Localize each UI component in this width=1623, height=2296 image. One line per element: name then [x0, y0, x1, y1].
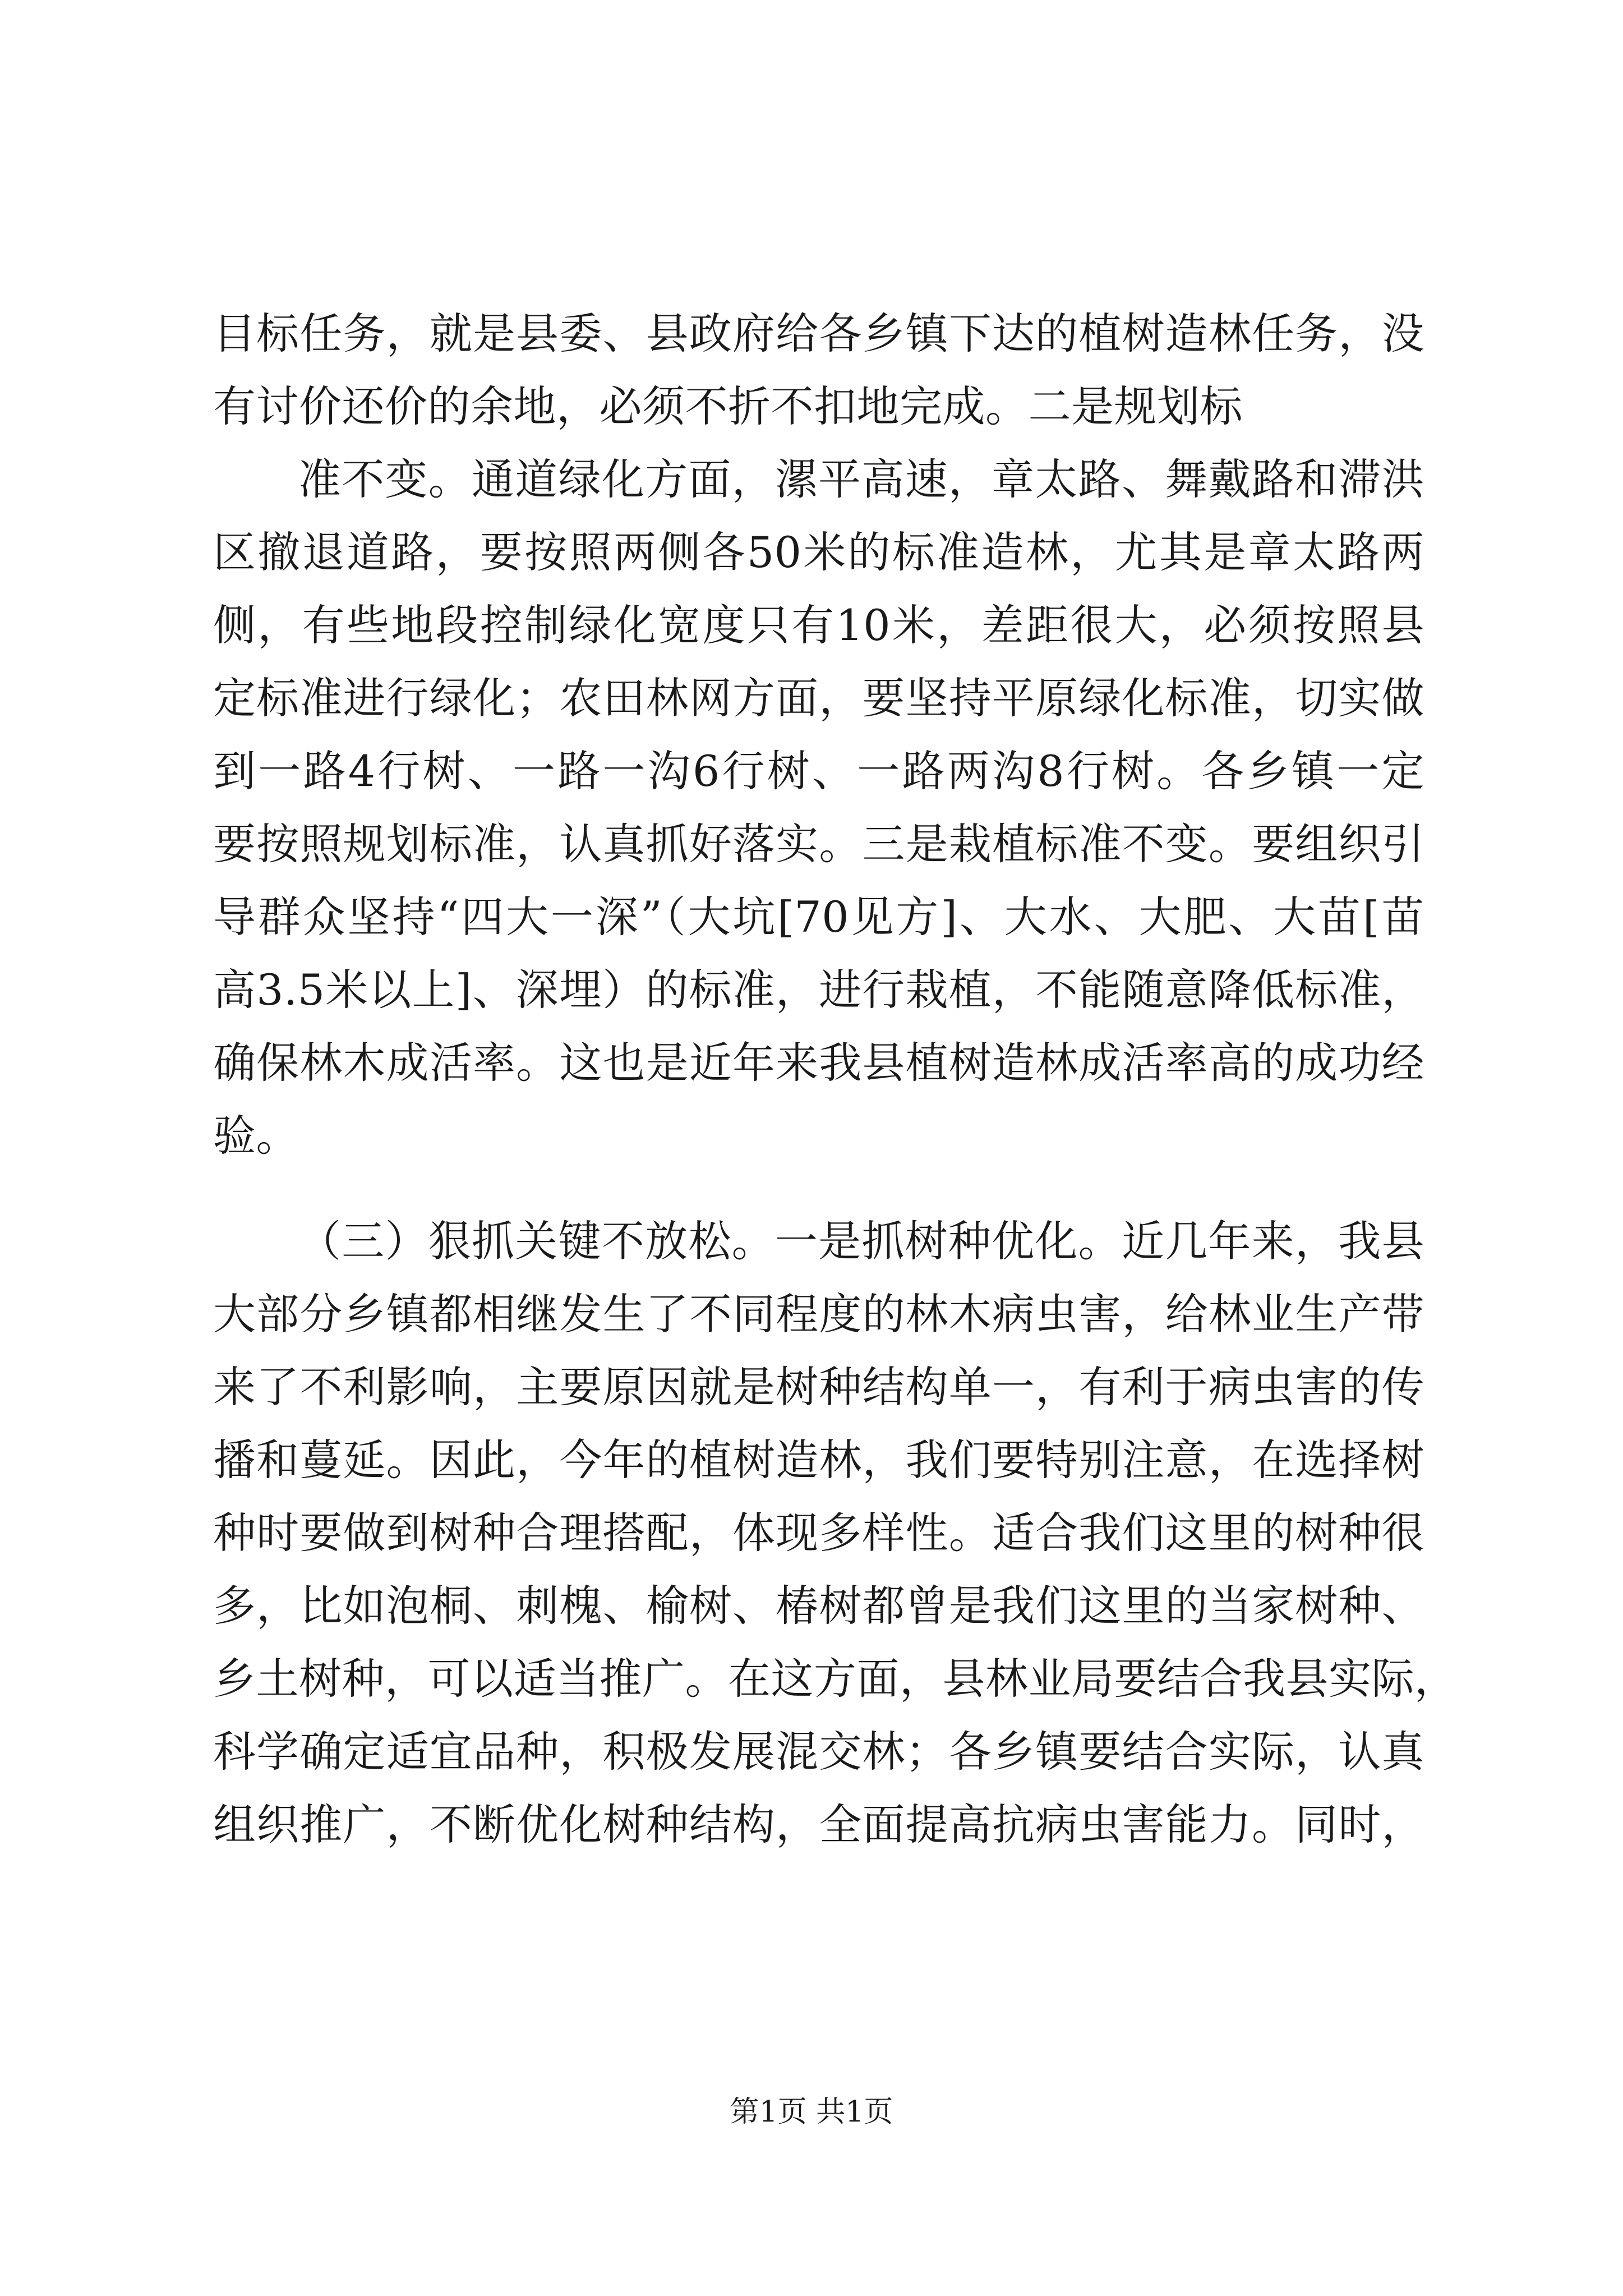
- text-line: 多，比如泡桐、刺槐、榆树、椿树都曾是我们这里的当家树种、: [213, 1581, 1424, 1631]
- text-line: 准不变。通道绿化方面，漯平高速，章太路、舞戴路和滞洪: [298, 454, 1424, 504]
- text-line: 导群众坚持“四大一深”（大坑[70见方]、大水、大肥、大苗[苗: [213, 892, 1424, 942]
- text-line: 高3.5米以上]、深埋）的标准，进行栽植，不能随意降低标准，: [213, 965, 1424, 1015]
- text-line: 大部分乡镇都相继发生了不同程度的林木病虫害，给林业生产带: [213, 1289, 1424, 1339]
- text-line: 科学确定适宜品种，积极发展混交林；各乡镇要结合实际，认真: [213, 1727, 1424, 1777]
- text-line: 目标任务，就是县委、县政府给各乡镇下达的植树造林任务，没: [213, 309, 1424, 358]
- text-line: 侧，有些地段控制绿化宽度只有10米，差距很大，必须按照县: [213, 600, 1424, 650]
- text-line: 区撤退道路，要按照两侧各50米的标准造林，尤其是章太路两: [213, 527, 1424, 577]
- text-line: 验。: [213, 1111, 299, 1161]
- text-line: 组织推广，不断优化树种结构，全面提高抗病虫害能力。同时，: [213, 1800, 1424, 1849]
- text-line: 种时要做到树种合理搭配，体现多样性。适合我们这里的树种很: [213, 1508, 1424, 1558]
- text-line: 到一路4行树、一路一沟6行树、一路两沟8行树。各乡镇一定: [213, 746, 1424, 796]
- document-body: [213, 297, 1458, 1861]
- text-line: （三）狠抓关键不放松。一是抓树种优化。近几年来，我县: [298, 1216, 1424, 1266]
- text-line: 确保林木成活率。这也是近年来我县植树造林成活率高的成功经: [213, 1038, 1424, 1088]
- text-line: 乡土树种，可以适当推广。在这方面，县林业局要结合我县实际，: [213, 1654, 1458, 1704]
- page-footer: 第1页 共1页: [730, 2095, 893, 2129]
- text-line: 定标准进行绿化；农田林网方面，要坚持平原绿化标准，切实做: [213, 673, 1424, 723]
- text-line: 要按照规划标准，认真抓好落实。三是栽植标准不变。要组织引: [213, 819, 1424, 869]
- text-line: 播和蔓延。因此，今年的植树造林，我们要特别注意，在选择树: [213, 1435, 1424, 1485]
- text-line: 来了不利影响，主要原因就是树种结构单一，有利于病虫害的传: [213, 1362, 1424, 1412]
- paragraph-gap: [213, 1172, 1424, 1205]
- text-line: 有讨价还价的余地，必须不折不扣地完成。二是规划标: [213, 381, 1243, 431]
